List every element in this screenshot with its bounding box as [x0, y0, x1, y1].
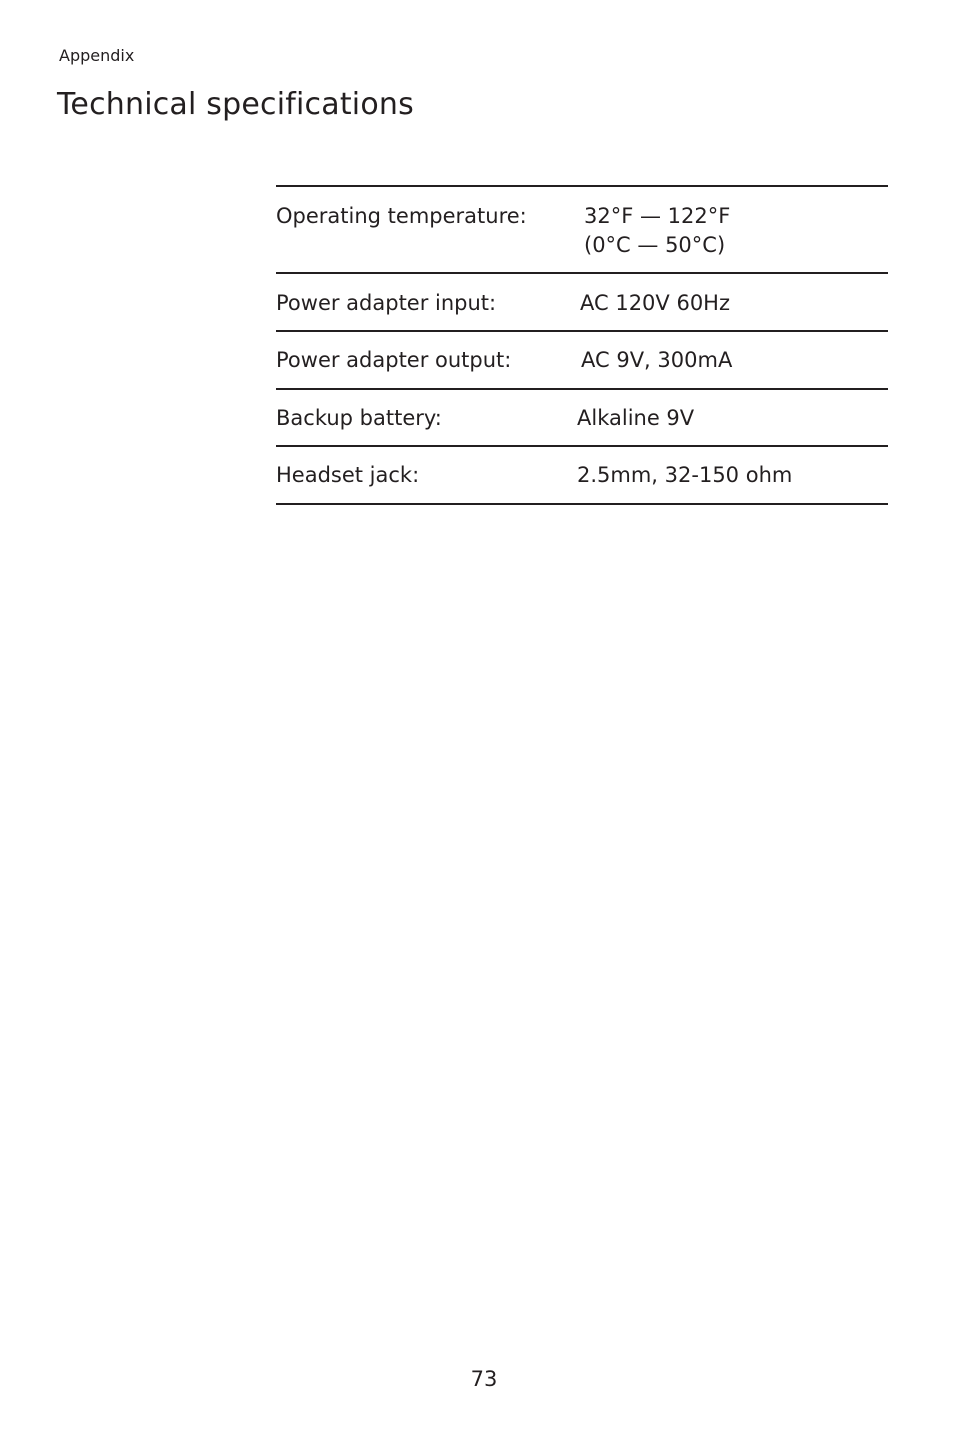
spec-value: AC 120V 60Hz	[580, 291, 730, 315]
spec-row-power-adapter-output	[276, 332, 888, 390]
spec-label: Power adapter input:	[276, 291, 497, 315]
spec-label: Operating temperature:	[276, 204, 527, 228]
spec-value: 32°F — 122°F (0°C — 50°C)	[584, 204, 731, 257]
spec-value: AC 9V, 300mA	[581, 348, 733, 372]
page-number: 73	[470, 1367, 498, 1391]
spec-label: Headset jack:	[276, 463, 420, 487]
section-label: Appendix	[59, 46, 135, 65]
page-title: Technical specifications	[57, 87, 414, 122]
spec-row-power-adapter-input	[276, 274, 888, 332]
spec-value: 2.5mm, 32-150 ohm	[577, 463, 793, 487]
spec-label: Power adapter output:	[276, 348, 512, 372]
spec-row-operating-temperature	[276, 187, 888, 274]
spec-label: Backup battery:	[276, 406, 442, 430]
spec-row-headset-jack	[276, 447, 888, 505]
spec-row-backup-battery	[276, 390, 888, 447]
spec-value: Alkaline 9V	[577, 406, 695, 430]
spec-table	[276, 185, 888, 505]
